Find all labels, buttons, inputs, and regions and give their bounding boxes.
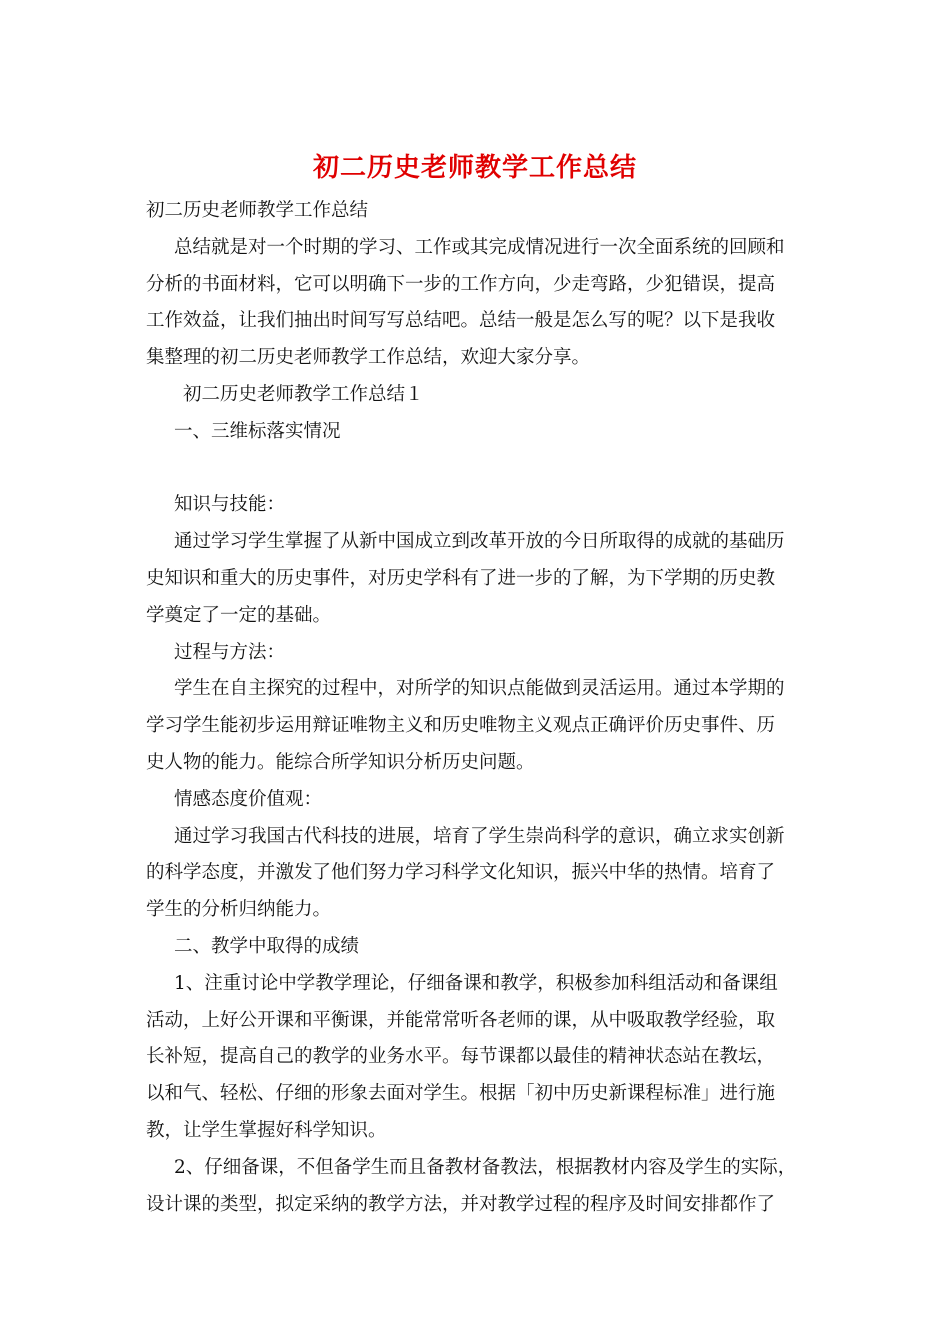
text-line: 学生在自主探究的过程中，对所学的知识点能做到灵活运用。通过本学期的 bbox=[174, 678, 785, 700]
subheading: 情感态度价值观： bbox=[174, 788, 323, 810]
text-line: 集整理的初二历史老师教学工作总结，欢迎大家分享。 bbox=[146, 347, 591, 369]
text-line: 史知识和重大的历史事件，对历史学科有了进一步的了解，为下学期的历史教 bbox=[146, 567, 776, 589]
text-line: 学生的分析归纳能力。 bbox=[146, 899, 332, 921]
text-line: 总结就是对一个时期的学习、工作或其完成情况进行一次全面系统的回顾和 bbox=[174, 236, 785, 258]
subtitle-line: 初二历史老师教学工作总结 bbox=[146, 200, 369, 221]
text-line: 2、仔细备课，不但备学生而且备教材备教法，根据教材内容及学生的实际， bbox=[174, 1156, 797, 1178]
section-heading: 初二历史老师教学工作总结１ bbox=[183, 383, 424, 405]
subheading: 过程与方法： bbox=[174, 641, 286, 663]
text-line: 通过学习我国古代科技的进展，培育了学生崇尚科学的意识，确立求实创新 bbox=[174, 825, 785, 847]
text-line: 学奠定了一定的基础。 bbox=[146, 604, 332, 626]
section-heading: 二、教学中取得的成绩 bbox=[174, 935, 360, 957]
text-line: 分析的书面材料，它可以明确下一步的工作方向，少走弯路，少犯错误，提高 bbox=[146, 273, 776, 295]
text-line: 学习学生能初步运用辩证唯物主义和历史唯物主义观点正确评价历史事件、历 bbox=[146, 715, 776, 737]
document-title: 初二历史老师教学工作总结 bbox=[312, 153, 637, 183]
text-line: 长补短，提高自己的教学的业务水平。每节课都以最佳的精神状态站在教坛， bbox=[146, 1046, 776, 1068]
document-body bbox=[146, 193, 808, 1223]
text-line: 工作效益，让我们抽出时间写写总结吧。总结一般是怎么写的呢？以下是我收 bbox=[146, 310, 776, 332]
text-line: 的科学态度，并激发了他们努力学习科学文化知识，振兴中华的热情。培育了 bbox=[146, 862, 776, 884]
text-line: 1、注重讨论中学教学理论，仔细备课和教学，积极参加科组活动和备课组 bbox=[174, 972, 778, 994]
text-line: 以和气、轻松、仔细的形象去面对学生。根据「初中历史新课程标准」进行施 bbox=[146, 1083, 776, 1105]
blank-line bbox=[146, 451, 808, 488]
text-line: 史人物的能力。能综合所学知识分析历史问题。 bbox=[146, 751, 535, 773]
text-line: 通过学习学生掌握了从新中国成立到改革开放的今日所取得的成就的基础历 bbox=[174, 531, 785, 553]
subheading: 知识与技能： bbox=[174, 494, 286, 516]
text-line: 设计课的类型，拟定采纳的教学方法，并对教学过程的程序及时间安排都作了 bbox=[146, 1193, 776, 1215]
text-line: 活动，上好公开课和平衡课，并能常常听各老师的课，从中吸取教学经验，取 bbox=[146, 1009, 776, 1031]
section-heading: 一、三维标落实情况 bbox=[174, 420, 341, 442]
text-line: 教，让学生掌握好科学知识。 bbox=[146, 1119, 387, 1141]
